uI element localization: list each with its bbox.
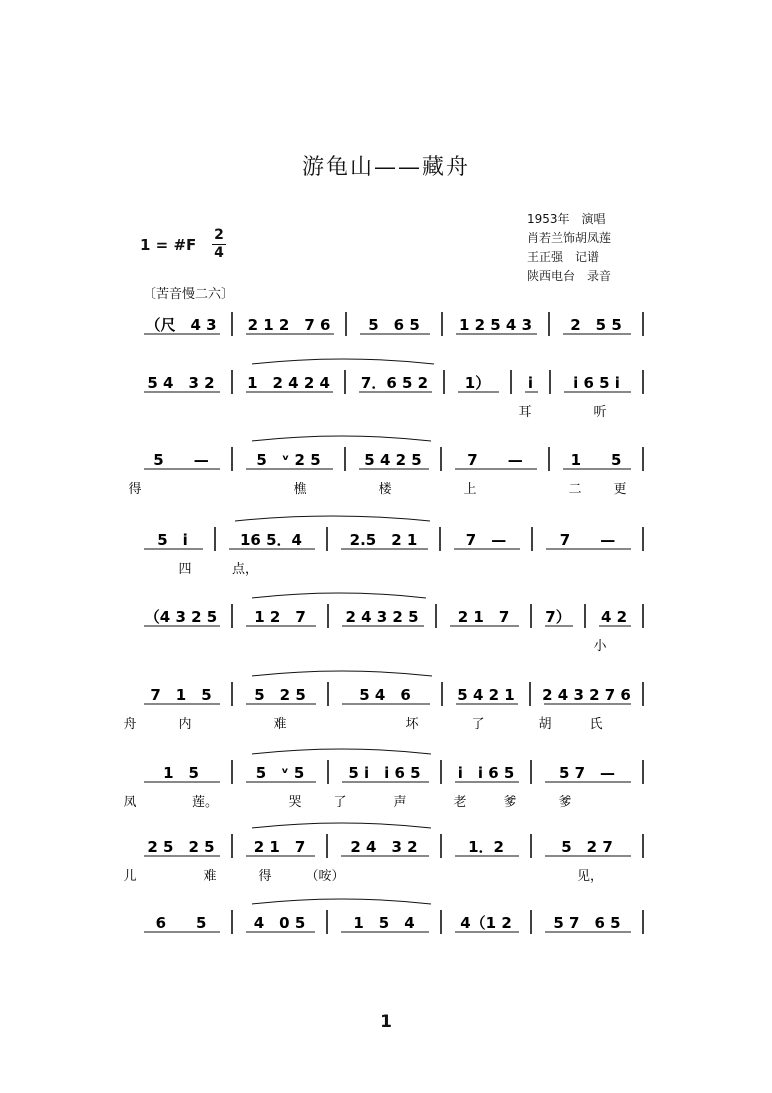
lyric-syllable: 难	[273, 717, 287, 732]
credit-line: 王正强 记谱	[527, 250, 600, 264]
lyric-syllable: 得	[258, 869, 272, 884]
slur-arc	[252, 593, 426, 598]
measure-notes: 5 7 6 5	[553, 914, 621, 932]
slur-arc	[252, 823, 431, 828]
slur-arc	[252, 671, 432, 676]
measure-notes: 2 4 3 2 7 6	[542, 686, 631, 704]
lyric-syllable: 四	[178, 562, 192, 577]
lyric-syllable: 爹	[503, 795, 517, 810]
credit-line: 1953年 演唱	[527, 212, 606, 226]
lyric-syllable: （咹）	[305, 869, 345, 884]
measure-notes: （尺 4 3	[145, 316, 217, 334]
measure-notes: 2 1 2 7 6	[247, 316, 331, 334]
lyric-syllable: 听	[593, 405, 607, 420]
slur-arc	[252, 749, 431, 754]
measure-notes: 2 5 2 5	[147, 838, 215, 856]
measure-notes: 5 4 2 1	[457, 686, 515, 704]
measure-notes: 4 2	[600, 608, 628, 626]
measure-notes: 5 4 3 2	[147, 374, 215, 392]
measure-notes: 5 ᵛ 2 5	[256, 451, 321, 469]
lyric-syllable: 了	[471, 717, 485, 732]
lyric-syllable: 得	[128, 482, 142, 497]
lyric-syllable: 樵	[293, 482, 307, 497]
lyric-syllable: 更	[613, 482, 627, 497]
lyric-syllable: 胡	[538, 717, 552, 732]
measure-notes: 1 5	[163, 764, 199, 782]
measure-notes: i i 6 5	[457, 764, 515, 782]
measure-notes: 5 7 —	[558, 764, 616, 782]
measure-notes: 4 0 5	[253, 914, 306, 932]
measure-notes: 1 5	[570, 451, 622, 469]
measure-notes: 7 —	[467, 451, 523, 469]
lyric-syllable: 声	[393, 795, 407, 810]
measure-notes: 1）	[464, 374, 491, 392]
slur-arc	[235, 516, 430, 521]
lyric-syllable: 见，	[576, 869, 604, 884]
lyric-syllable: 楼	[378, 482, 392, 497]
measure-notes: 5 2 7	[561, 838, 613, 856]
measure-notes: 2.5 2 1	[349, 531, 418, 549]
measure-notes: 16 5．4	[240, 531, 302, 549]
lyric-syllable: 二	[568, 482, 582, 497]
lyric-syllable: 了	[333, 795, 347, 810]
measure-notes: 5 6 5	[368, 316, 420, 334]
measure-notes: 1 2 7	[254, 608, 306, 626]
measure-notes: 4（1 2	[460, 914, 512, 932]
measure-notes: 5 i i 6 5	[348, 764, 421, 782]
measure-notes: 7）	[545, 608, 571, 626]
slur-arc	[252, 359, 434, 364]
measure-notes: 5 4 2 5	[364, 451, 422, 469]
measure-notes: 1 5 4	[353, 914, 415, 932]
measure-notes: 2 1 7	[457, 608, 510, 626]
measure-notes: 5 —	[153, 451, 209, 469]
measure-notes: 5 ᵛ 5	[255, 764, 305, 782]
measure-notes: 1 2 4 2 4	[247, 374, 330, 392]
key-signature: 1 = #F	[140, 236, 197, 254]
measure-notes: 5 4 6	[359, 686, 411, 704]
measure-notes: 7 —	[465, 531, 507, 549]
measure-notes: 7 1 5	[150, 686, 212, 704]
lyric-syllable: 凤	[123, 795, 137, 810]
lyric-syllable: 小	[593, 639, 607, 654]
lyric-syllable: 哭	[288, 795, 302, 810]
time-signature-bottom: 4	[214, 245, 224, 261]
lyric-syllable: 难	[203, 869, 217, 884]
measure-notes: 1 2 5 4 3	[458, 316, 533, 334]
lyric-syllable: 舟	[123, 717, 137, 732]
lyric-syllable: 坏	[405, 717, 419, 732]
tempo-marking: 〔苦音慢二六〕	[143, 287, 235, 302]
slur-arc	[252, 436, 431, 441]
measure-notes: 2 1 7	[253, 838, 306, 856]
credit-line: 陕西电台 录音	[527, 269, 612, 283]
lyric-syllable: 老	[453, 795, 467, 810]
lyric-syllable: 耳	[518, 405, 532, 420]
measure-notes: 5 2 5	[254, 686, 306, 704]
measure-notes: 7．6 5 2	[360, 374, 429, 392]
measure-notes: 7 —	[559, 531, 616, 549]
measure-notes: 6 5	[155, 914, 207, 932]
measure-notes: i	[527, 374, 534, 392]
credit-line: 肖若兰饰胡凤莲	[527, 231, 612, 245]
lyric-syllable: 点，	[231, 562, 259, 577]
page-title: 游龟山——藏舟	[301, 155, 470, 180]
measure-notes: 2 4 3 2	[350, 838, 418, 856]
time-signature-top: 2	[214, 227, 224, 243]
measure-notes: 2 4 3 2 5	[345, 608, 419, 626]
measure-notes: 1．2	[468, 838, 504, 856]
lyric-syllable: 儿	[123, 869, 137, 884]
page-number: 1	[380, 1012, 392, 1032]
lyric-syllable: 氏	[589, 717, 603, 732]
lyric-syllable: 爹	[558, 795, 572, 810]
measure-notes: （4 3 2 5	[144, 608, 218, 626]
slur-arc	[252, 899, 431, 904]
lyric-syllable: 莲。	[191, 795, 219, 810]
measure-notes: i 6 5 i	[573, 374, 620, 392]
measure-notes: 2 5 5	[570, 316, 622, 334]
lyric-syllable: 内	[178, 717, 192, 732]
lyric-syllable: 上	[463, 482, 477, 497]
measure-notes: 5 i	[157, 531, 188, 549]
